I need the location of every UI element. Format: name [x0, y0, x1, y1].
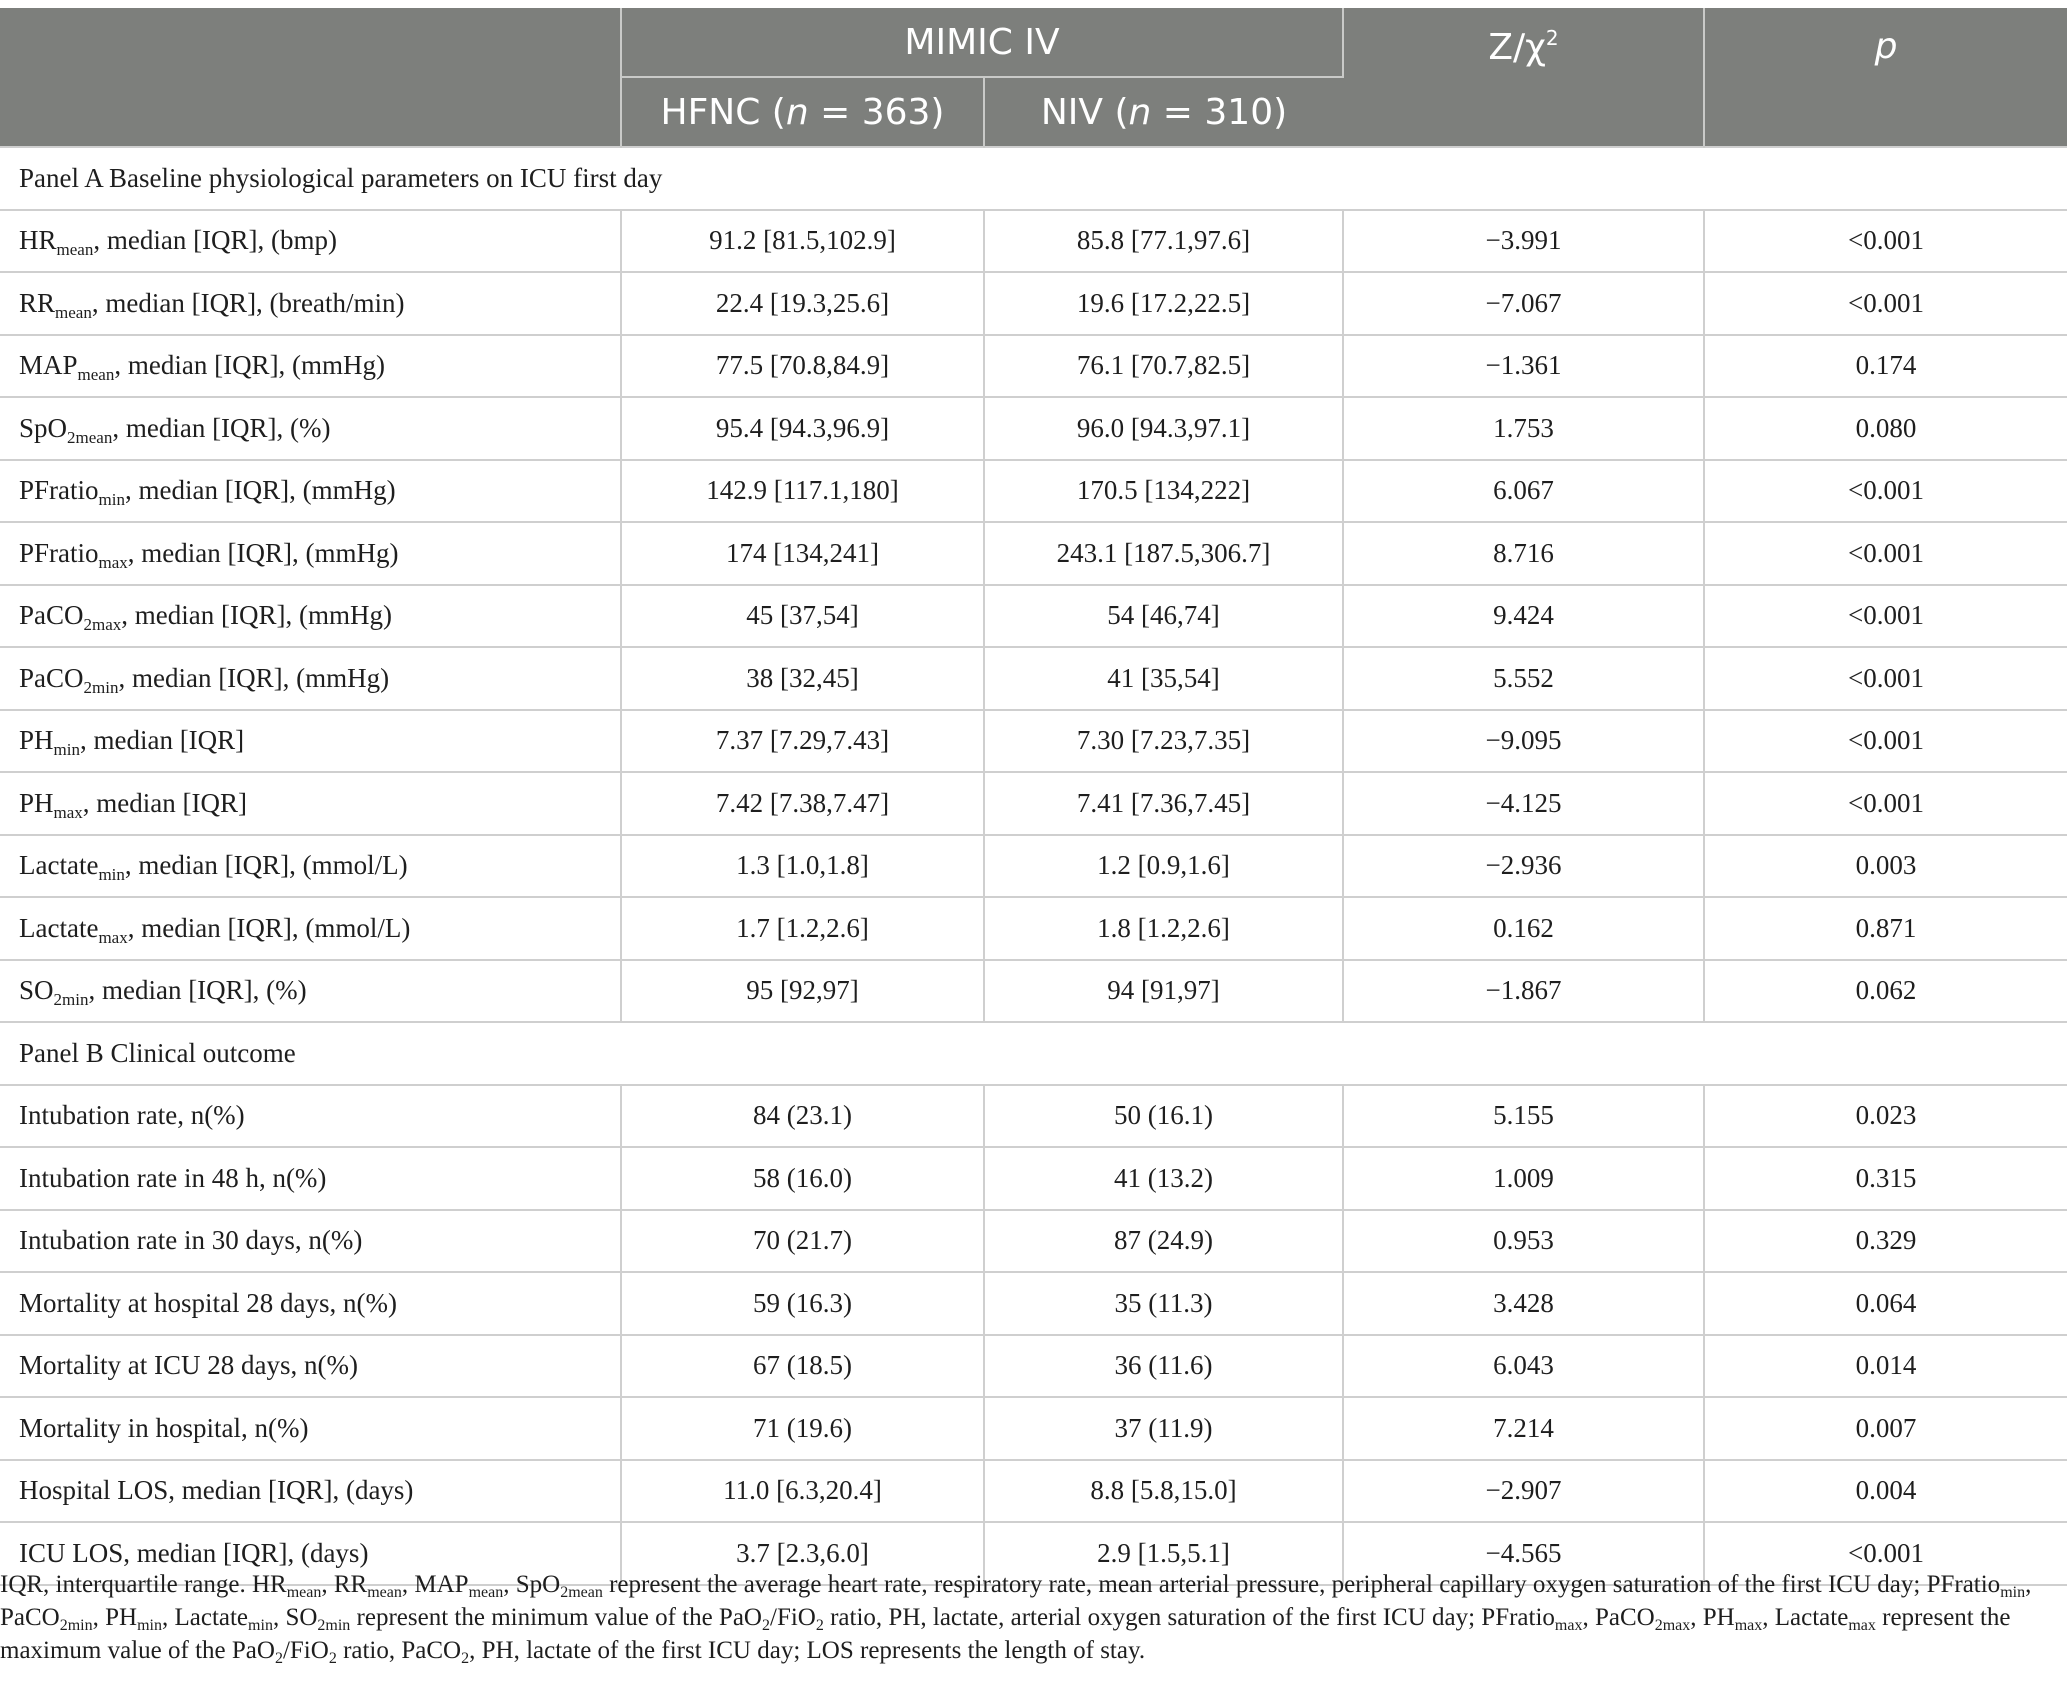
cell-niv: 2.9 [1.5,5.1] [984, 1522, 1343, 1585]
cell-niv: 243.1 [187.5,306.7] [984, 522, 1343, 585]
table-row [0, 1397, 2067, 1460]
table-body [0, 147, 2067, 1585]
cell-variable: PFratio$_{min}$, median [IQR], (mmHg) [0, 460, 621, 523]
cell-z-chi2: −3.991 [1343, 210, 1704, 273]
cell-p: 0.004 [1704, 1460, 2067, 1523]
header-z-chi-sup: 2 [1545, 26, 1559, 50]
cell-z-chi2: 6.043 [1343, 1335, 1704, 1398]
table-row [0, 960, 2067, 1023]
table-row [0, 397, 2067, 460]
cell-p: 0.003 [1704, 835, 2067, 898]
cell-hfnc: 70 (21.7) [621, 1210, 984, 1273]
cell-z-chi2: 1.753 [1343, 397, 1704, 460]
cell-p: 0.007 [1704, 1397, 2067, 1460]
table-row [0, 1460, 2067, 1523]
table-row [0, 335, 2067, 398]
cell-p: 0.064 [1704, 1272, 2067, 1335]
table-row [0, 835, 2067, 898]
table-row [0, 1335, 2067, 1398]
table-row [0, 1085, 2067, 1148]
cell-niv: 41 [35,54] [984, 647, 1343, 710]
cell-niv: 19.6 [17.2,22.5] [984, 272, 1343, 335]
cell-niv: 54 [46,74] [984, 585, 1343, 648]
cell-z-chi2: −1.361 [1343, 335, 1704, 398]
cell-z-chi2: 0.162 [1343, 897, 1704, 960]
cell-variable: Intubation rate in 30 days, n(%) [0, 1210, 621, 1273]
cell-z-chi2: −9.095 [1343, 710, 1704, 773]
cell-niv: 7.41 [7.36,7.45] [984, 772, 1343, 835]
cell-z-chi2: 6.067 [1343, 460, 1704, 523]
table-row [0, 210, 2067, 273]
cell-hfnc: 77.5 [70.8,84.9] [621, 335, 984, 398]
table-header [0, 8, 2067, 147]
header-p-text: p [1874, 26, 1898, 67]
cell-z-chi2: 3.428 [1343, 1272, 1704, 1335]
cell-variable: Mortality at ICU 28 days, n(%) [0, 1335, 621, 1398]
cell-p: 0.174 [1704, 335, 2067, 398]
cell-hfnc: 1.3 [1.0,1.8] [621, 835, 984, 898]
panel-a-label: Panel A Baseline physiological parameters on ICU first day [0, 147, 2067, 210]
cell-p: 0.023 [1704, 1085, 2067, 1148]
header-niv: NIV (n = 310) [984, 77, 1343, 147]
cell-niv: 87 (24.9) [984, 1210, 1343, 1273]
cell-variable: Hospital LOS, median [IQR], (days) [0, 1460, 621, 1523]
cell-variable: Intubation rate, n(%) [0, 1085, 621, 1148]
cell-hfnc: 38 [32,45] [621, 647, 984, 710]
cell-p: <0.001 [1704, 772, 2067, 835]
cell-variable: Mortality in hospital, n(%) [0, 1397, 621, 1460]
cell-niv: 36 (11.6) [984, 1335, 1343, 1398]
cell-niv: 96.0 [94.3,97.1] [984, 397, 1343, 460]
table-row [0, 522, 2067, 585]
cell-p: 0.315 [1704, 1147, 2067, 1210]
cell-niv: 37 (11.9) [984, 1397, 1343, 1460]
table-footnote: IQR, interquartile range. $HR_{mean}$, $RR_{mean}$, $MAP_{mean}$, SpO$_{2mean}$ represent the average heart rate, respiratory rate, mean arterial pressure, peripheral capillary oxygen saturation of the first ICU day; PFratio$_{min}$, PaCO$_{2min}$, $PH_{min}$, Lactate$_{min}$, $SO_{2min}$ represent the minimum value of the PaO$_2$/FiO$_2$ ratio, PH, lactate, arterial oxygen saturation of the first ICU day; PFratio$_{max}$, PaCO$_{2max}$, $PH_{max}$, Lactate$_{max}$ represent the maximum value of the PaO$_2$/FiO$_2$ ratio, PaCO$_2$, PH, lactate of the first ICU day; LOS represents the length of stay. [0, 1571, 2032, 1667]
table-row [0, 1147, 2067, 1210]
header-hfnc: HFNC (n = 363) [621, 77, 984, 147]
cell-hfnc: 1.7 [1.2,2.6] [621, 897, 984, 960]
cell-p: 0.080 [1704, 397, 2067, 460]
cell-hfnc: 59 (16.3) [621, 1272, 984, 1335]
table-row [0, 897, 2067, 960]
cell-variable: Lactate$_{max}$, median [IQR], (mmol/L) [0, 897, 621, 960]
cell-niv: 35 (11.3) [984, 1272, 1343, 1335]
cell-niv: 170.5 [134,222] [984, 460, 1343, 523]
cell-variable: PaCO$_{2min}$, median [IQR], (mmHg) [0, 647, 621, 710]
cell-variable: $MAP_{mean}$, median [IQR], (mmHg) [0, 335, 621, 398]
cell-p: <0.001 [1704, 522, 2067, 585]
cell-niv: 76.1 [70.7,82.5] [984, 335, 1343, 398]
cell-variable: $HR_{mean}$, median [IQR], (bmp) [0, 210, 621, 273]
cell-p: 0.871 [1704, 897, 2067, 960]
table-row [0, 460, 2067, 523]
table-row [0, 710, 2067, 773]
table-row [0, 585, 2067, 648]
cell-p: <0.001 [1704, 585, 2067, 648]
cell-niv: 7.30 [7.23,7.35] [984, 710, 1343, 773]
cell-z-chi2: −4.565 [1343, 1522, 1704, 1585]
cell-z-chi2: −7.067 [1343, 272, 1704, 335]
cell-z-chi2: −2.936 [1343, 835, 1704, 898]
cell-p: <0.001 [1704, 710, 2067, 773]
table-row [0, 772, 2067, 835]
cell-variable: PaCO$_{2max}$, median [IQR], (mmHg) [0, 585, 621, 648]
cell-variable: Lactate$_{min}$, median [IQR], (mmol/L) [0, 835, 621, 898]
cell-hfnc: 67 (18.5) [621, 1335, 984, 1398]
cell-variable: $SO_{2min}$, median [IQR], (%) [0, 960, 621, 1023]
cell-variable: $RR_{mean}$, median [IQR], (breath/min) [0, 272, 621, 335]
cell-hfnc: 84 (23.1) [621, 1085, 984, 1148]
cell-z-chi2: 9.424 [1343, 585, 1704, 648]
cell-p: 0.014 [1704, 1335, 2067, 1398]
cell-hfnc: 91.2 [81.5,102.9] [621, 210, 984, 273]
cell-hfnc: 95 [92,97] [621, 960, 984, 1023]
cell-hfnc: 58 (16.0) [621, 1147, 984, 1210]
cell-hfnc: 142.9 [117.1,180] [621, 460, 984, 523]
panel-b-row [0, 1022, 2067, 1085]
cell-variable: PFratio$_{max}$, median [IQR], (mmHg) [0, 522, 621, 585]
cell-niv: 41 (13.2) [984, 1147, 1343, 1210]
cell-z-chi2: 5.552 [1343, 647, 1704, 710]
header-z-chi [1343, 8, 1704, 147]
cell-variable: ICU LOS, median [IQR], (days) [0, 1522, 621, 1585]
cell-p: 0.329 [1704, 1210, 2067, 1273]
table-row [0, 647, 2067, 710]
cell-p: <0.001 [1704, 210, 2067, 273]
cell-p: <0.001 [1704, 1522, 2067, 1585]
cell-variable: Mortality at hospital 28 days, n(%) [0, 1272, 621, 1335]
cell-p: 0.062 [1704, 960, 2067, 1023]
cell-variable: $PH_{max}$, median [IQR] [0, 772, 621, 835]
cell-z-chi2: 8.716 [1343, 522, 1704, 585]
cell-hfnc: 71 (19.6) [621, 1397, 984, 1460]
cell-z-chi2: −1.867 [1343, 960, 1704, 1023]
table-row [0, 1272, 2067, 1335]
header-mimic-iv: MIMIC IV [621, 8, 1343, 77]
cell-niv: 85.8 [77.1,97.6] [984, 210, 1343, 273]
table-row [0, 272, 2067, 335]
cell-z-chi2: −4.125 [1343, 772, 1704, 835]
cell-z-chi2: −2.907 [1343, 1460, 1704, 1523]
cell-z-chi2: 5.155 [1343, 1085, 1704, 1148]
cell-hfnc: 174 [134,241] [621, 522, 984, 585]
cell-niv: 1.2 [0.9,1.6] [984, 835, 1343, 898]
results-table [0, 8, 2067, 1586]
cell-hfnc: 22.4 [19.3,25.6] [621, 272, 984, 335]
cell-p: <0.001 [1704, 272, 2067, 335]
header-p [1704, 8, 2067, 147]
cell-niv: 8.8 [5.8,15.0] [984, 1460, 1343, 1523]
table-row [0, 1210, 2067, 1273]
header-z-chi-text: Z/χ [1488, 27, 1546, 68]
cell-z-chi2: 7.214 [1343, 1397, 1704, 1460]
cell-hfnc: 7.42 [7.38,7.47] [621, 772, 984, 835]
panel-a-row [0, 147, 2067, 210]
cell-hfnc: 11.0 [6.3,20.4] [621, 1460, 984, 1523]
panel-b-label: Panel B Clinical outcome [0, 1022, 2067, 1085]
cell-p: <0.001 [1704, 460, 2067, 523]
header-blank [0, 8, 621, 147]
cell-hfnc: 7.37 [7.29,7.43] [621, 710, 984, 773]
cell-variable: $PH_{min}$, median [IQR] [0, 710, 621, 773]
cell-z-chi2: 1.009 [1343, 1147, 1704, 1210]
cell-variable: Intubation rate in 48 h, n(%) [0, 1147, 621, 1210]
cell-niv: 94 [91,97] [984, 960, 1343, 1023]
cell-hfnc: 45 [37,54] [621, 585, 984, 648]
cell-z-chi2: 0.953 [1343, 1210, 1704, 1273]
cell-p: <0.001 [1704, 647, 2067, 710]
cell-variable: SpO$_{2mean}$, median [IQR], (%) [0, 397, 621, 460]
cell-niv: 50 (16.1) [984, 1085, 1343, 1148]
table-container [0, 8, 2067, 1586]
cell-hfnc: 95.4 [94.3,96.9] [621, 397, 984, 460]
cell-niv: 1.8 [1.2,2.6] [984, 897, 1343, 960]
cell-hfnc: 3.7 [2.3,6.0] [621, 1522, 984, 1585]
